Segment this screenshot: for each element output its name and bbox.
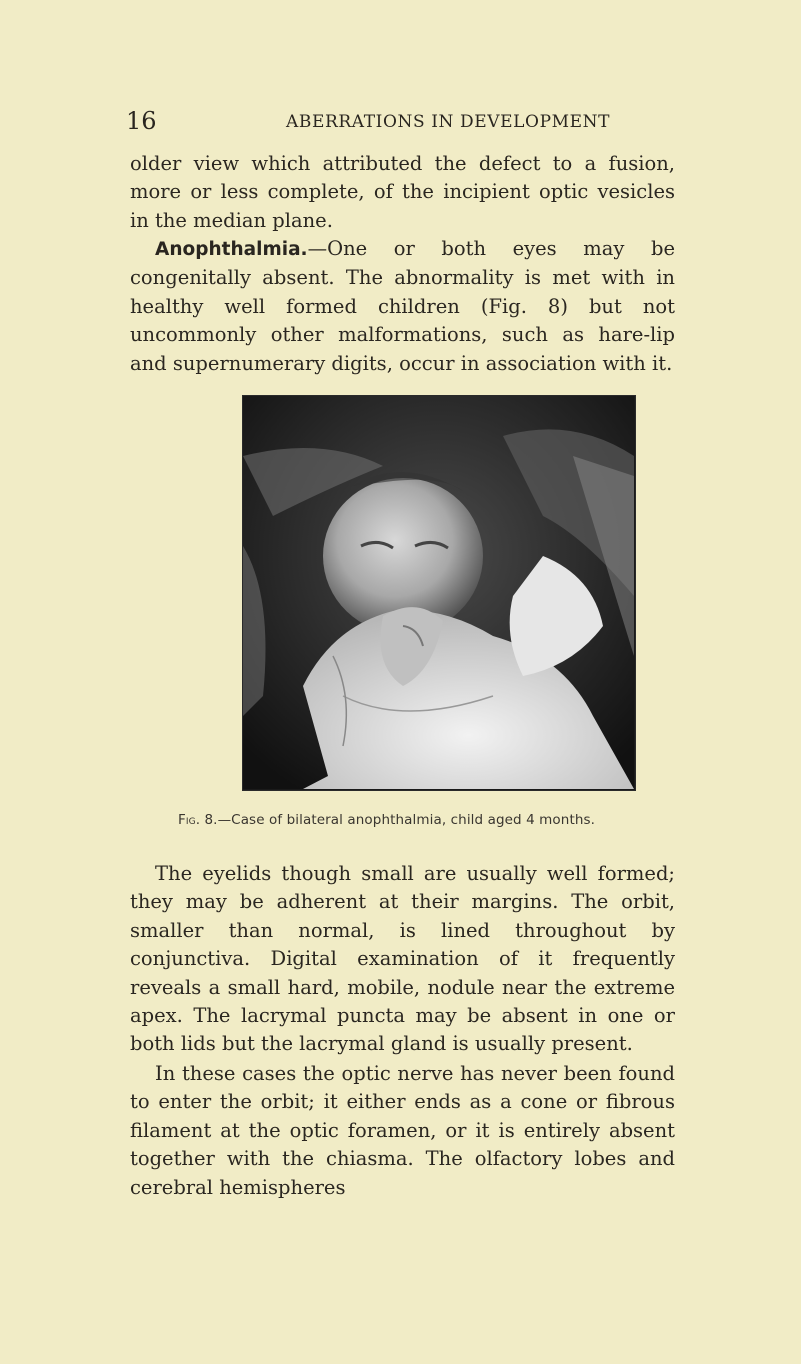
figure-caption (178, 812, 718, 828)
running-head (126, 106, 671, 136)
figure-photograph (242, 395, 636, 791)
paragraph-anophthalmia (130, 235, 675, 378)
infant-photo-illustration (243, 396, 634, 789)
section-heading: Anophthalmia. (155, 239, 308, 260)
paragraph-2-body: —One or both eyes may be congenitally absent. The abnormality is met with in healthy well formed children (Fig. 8) but not uncommonly other malformations, such as hare-lip and supernumerary digits, occur in association with it. (130, 237, 675, 375)
paragraph-4-text: In these cases the optic nerve has never been found to enter the orbit; it either ends as a cone or fibrous filament at the optic foramen, or it is entirely absent together with the chiasma. The olfactory lobes and cerebral hemispheres (130, 1062, 675, 1199)
paragraph-4 (130, 1060, 675, 1202)
caption-text: —Case of bilateral anophthalmia, child aged 4 months. (217, 812, 596, 828)
paragraph-1: older view which attributed the defect to a fusion, more or less complete, of the incipient optic vesicles in the median plane. (130, 152, 675, 232)
caption-label: Fig. 8. (178, 812, 218, 828)
page-number: 16 (126, 107, 157, 135)
paragraph-3 (130, 860, 675, 1059)
running-title: ABERRATIONS IN DEVELOPMENT (286, 112, 611, 132)
paragraph-3-text: The eyelids though small are usually well formed; they may be adherent at their margins. The orbit, smaller than normal, is lined throughout by conjunctiva. Digital examination of it frequently reveals a small hard, mobile, nodule near the extreme apex. The lacrymal puncta may be absent in one or both lids but the lacrymal gland is usually present. (130, 862, 675, 1056)
